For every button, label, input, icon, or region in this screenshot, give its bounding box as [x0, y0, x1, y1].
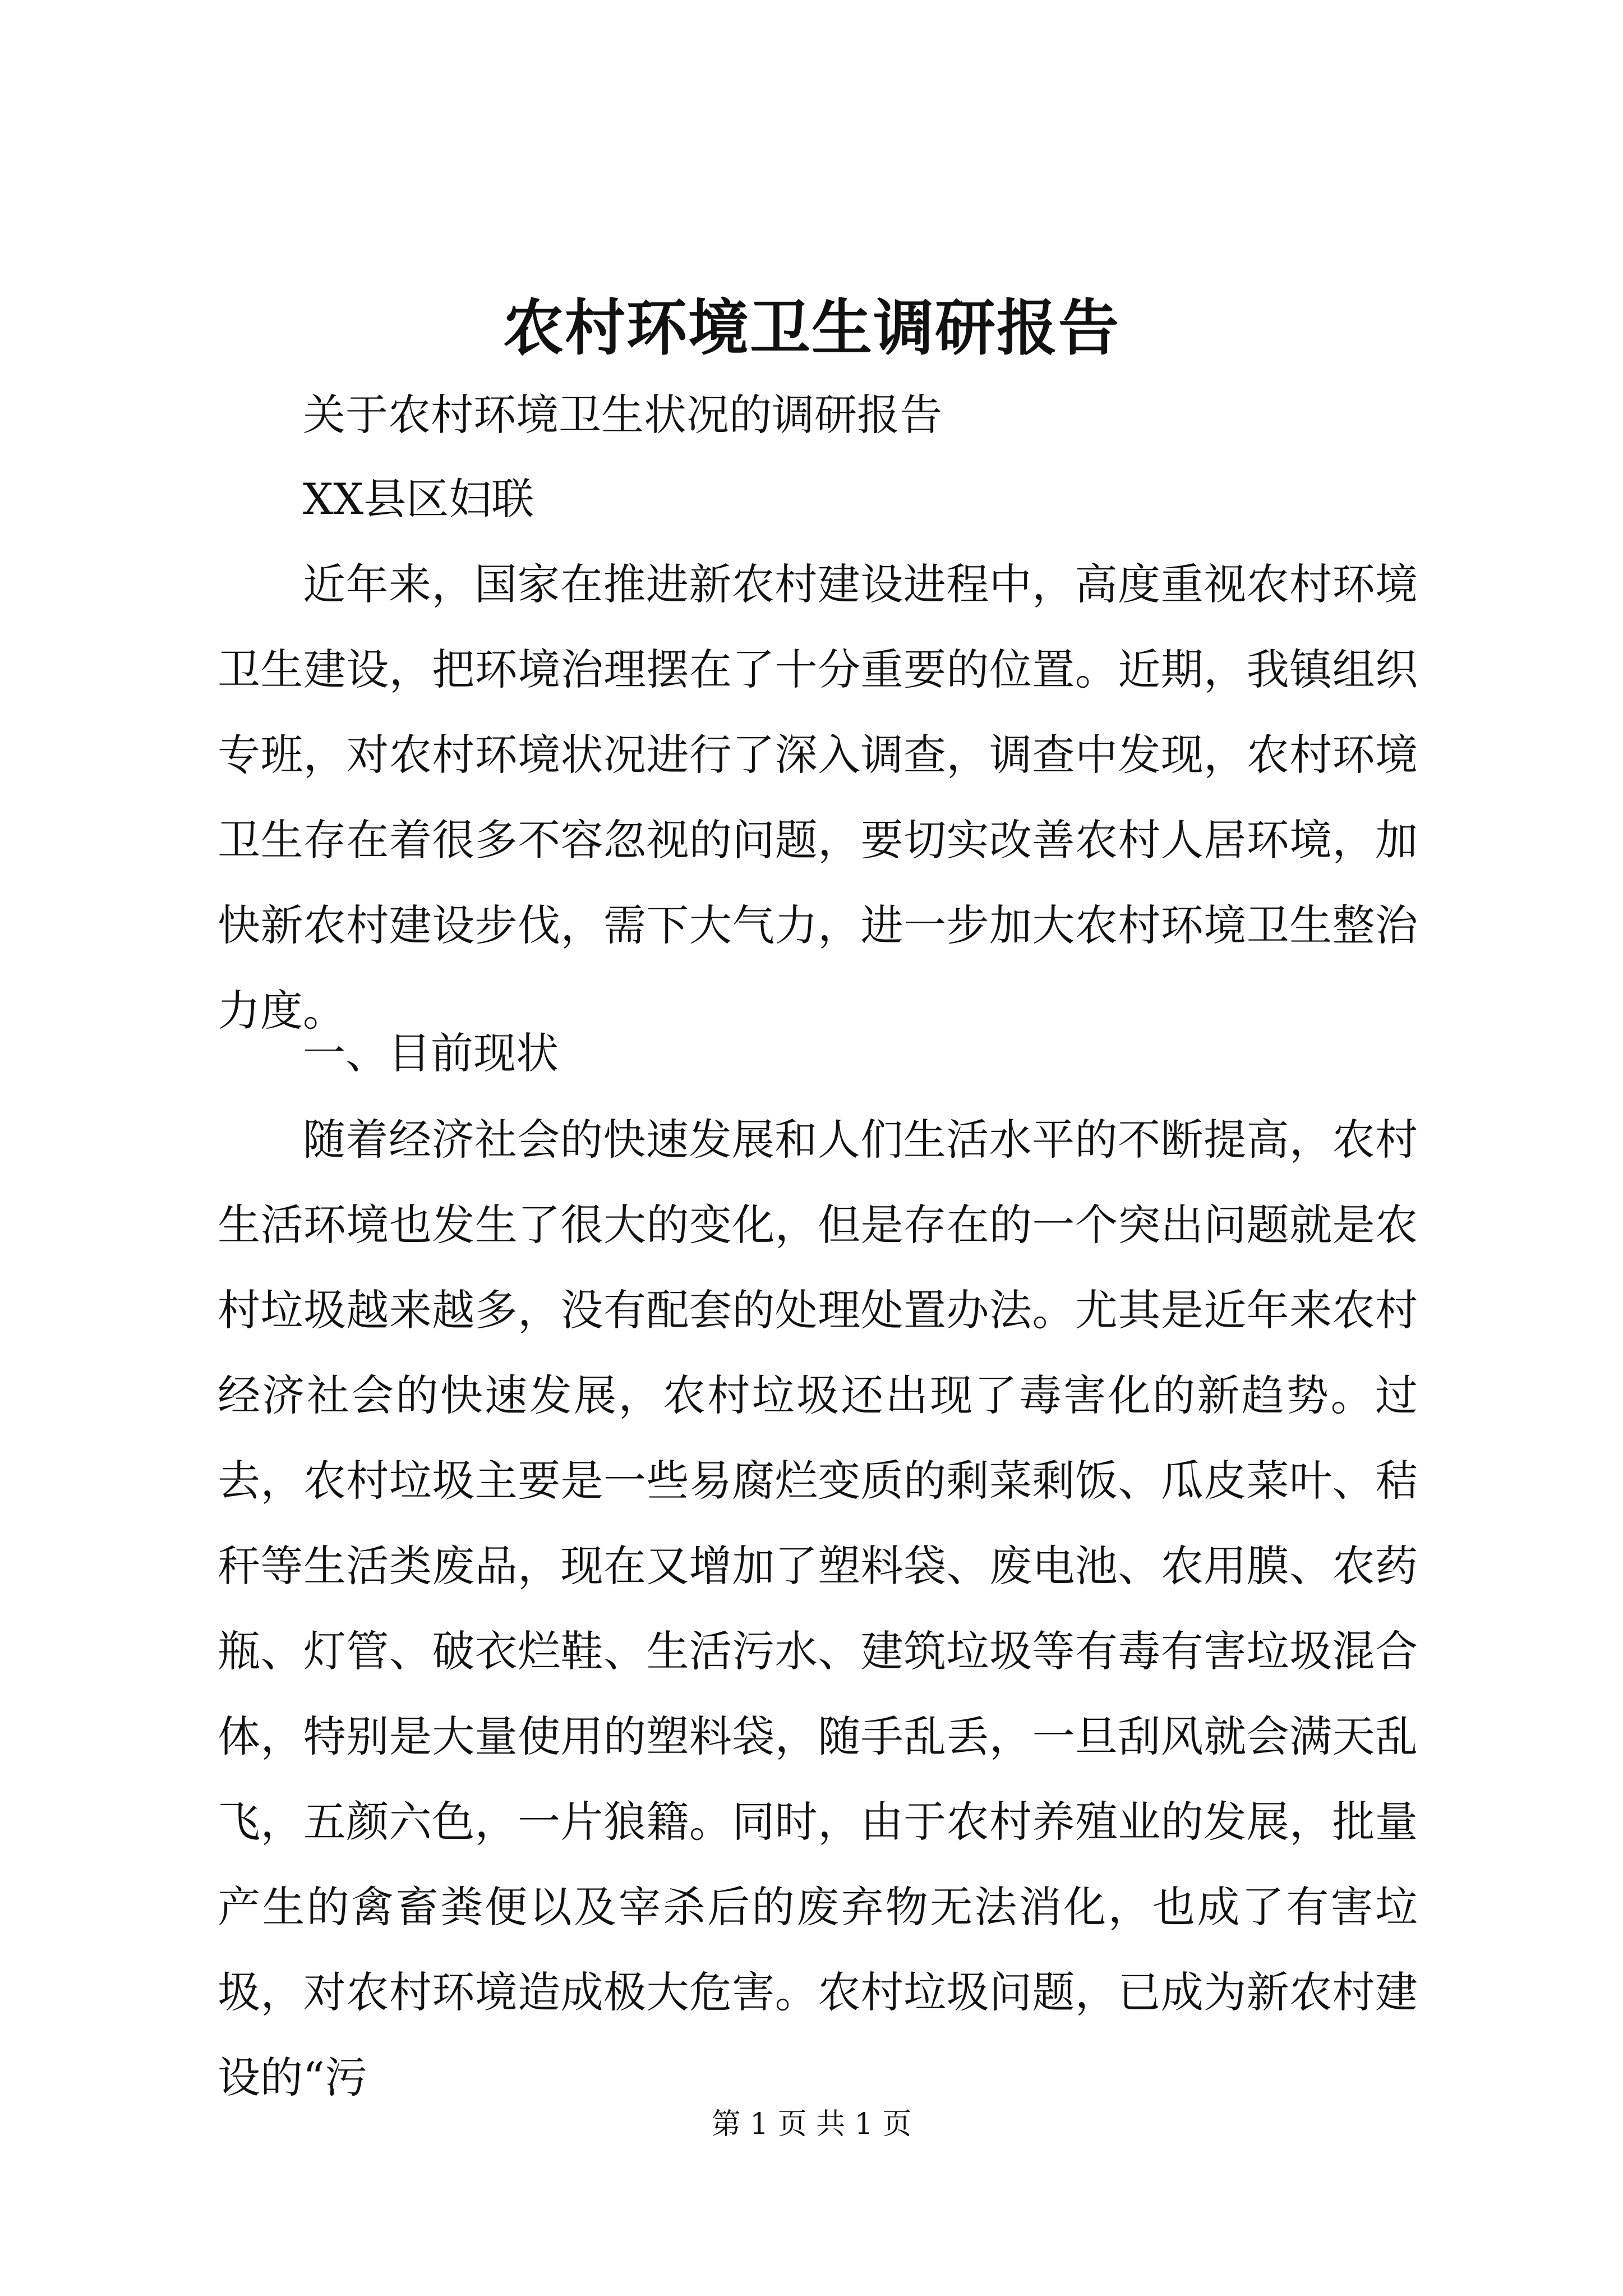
page-number-footer: 第 1 页 共 1 页 [711, 2108, 912, 2141]
document-author: XX县区妇联 [303, 474, 534, 524]
document-title: 农村环境卫生调研报告 [502, 293, 1120, 364]
section-heading: 一、目前现状 [303, 1028, 559, 1078]
paragraph-intro: 近年来，国家在推进新农村建设进程中，高度重视农村环境卫生建设，把环境治理摆在了十分重要的位置。近期，我镇组织专班，对农村环境状况进行了深入调查，调查中发现，农村环境卫生存在着很多不容忽视的问题，要切实改善农村人居环境，加快新农村建设步伐，需下大气力，进一步加大农村环境卫生整治力度。 [218, 559, 1418, 1036]
document-subtitle: 关于农村环境卫生状况的调研报告 [303, 390, 942, 440]
paragraph-current-status: 随着经济社会的快速发展和人们生活水平的不断提高，农村生活环境也发生了很大的变化，但是存在的一个突出问题就是农村垃圾越来越多，没有配套的处理处置办法。尤其是近年来农村经济社会的快速发展，农村垃圾还出现了毒害化的新趋势。过去，农村垃圾主要是一些易腐烂变质的剩菜剩饭、瓜皮菜叶、秸秆等生活类废品，现在又增加了塑料袋、废电池、农用膜、农药瓶、灯管、破衣烂鞋、生活污水、建筑垃圾等有毒有害垃圾混合体，特别是大量使用的塑料袋，随手乱丢，一旦刮风就会满天乱飞，五颜六色，一片狼籍。同时，由于农村养殖业的发展，批量产生的禽畜粪便以及宰杀后的废弃物无法消化，也成了有害垃圾，对农村环境造成极大危害。农村垃圾问题，已成为新农村建设的“污 [218, 1115, 1418, 2102]
